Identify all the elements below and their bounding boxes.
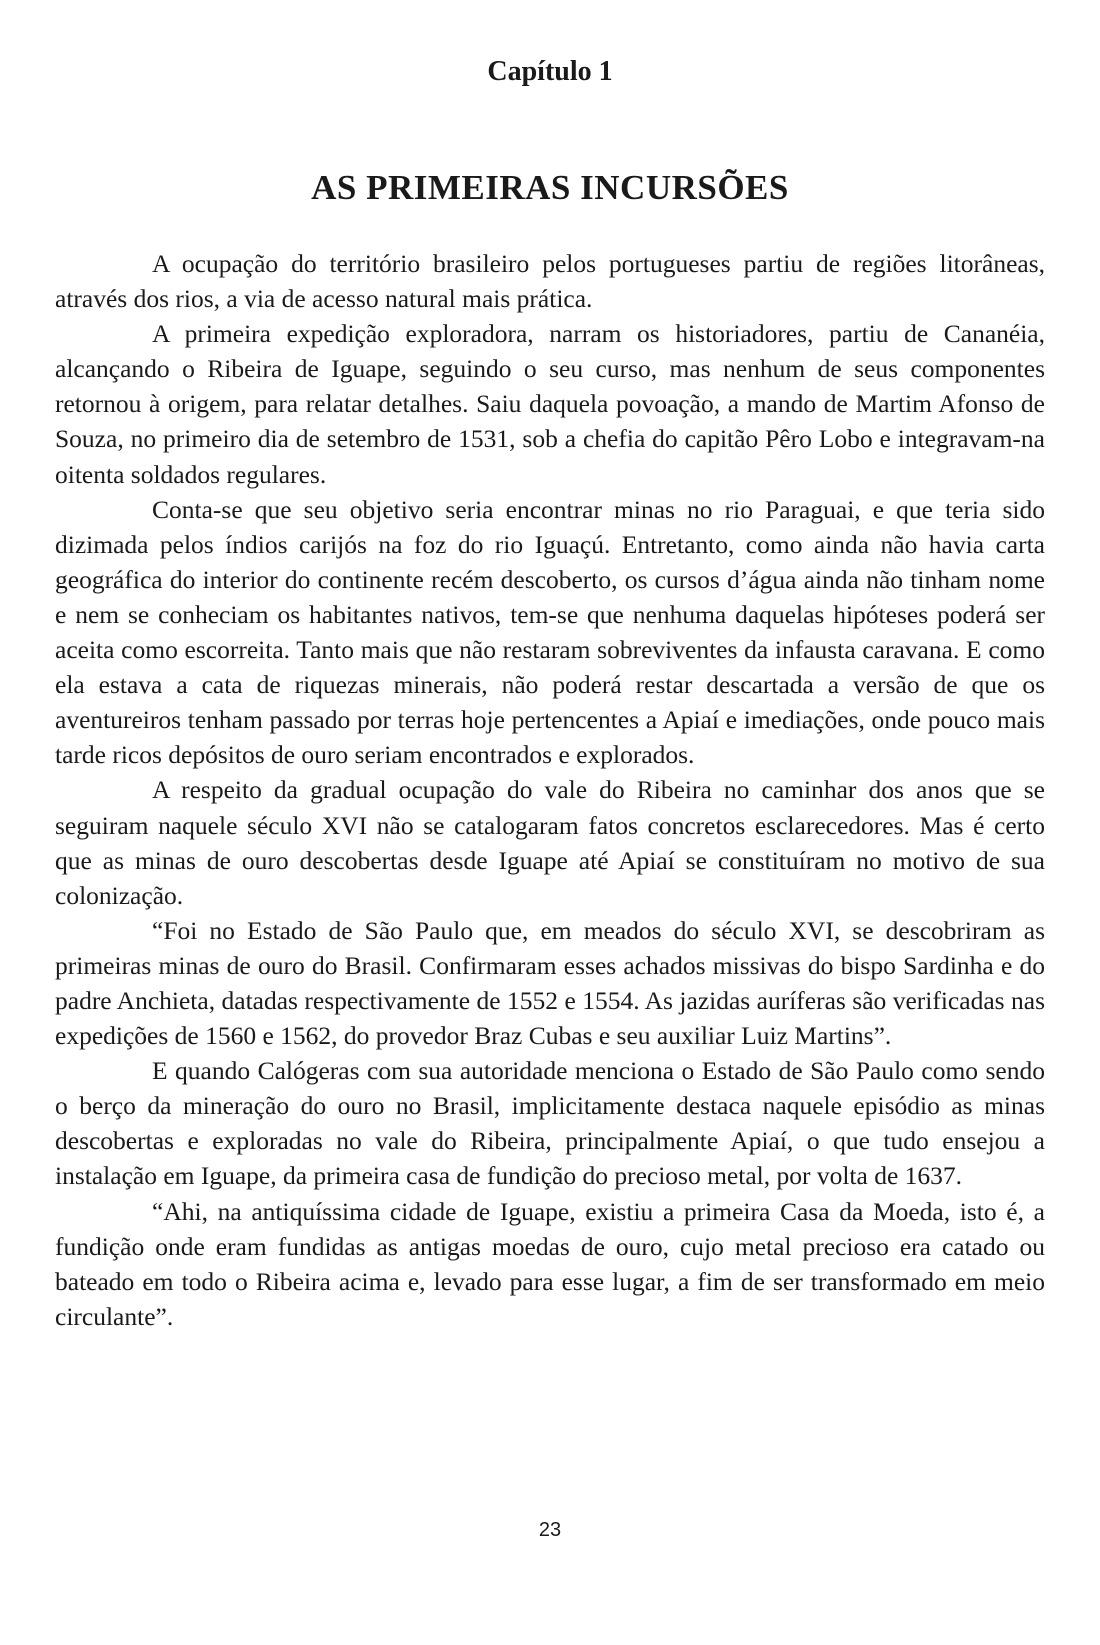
paragraph: A primeira expedição exploradora, narram os historiadores, partiu de Cananéia, alcançando o Ribeira de Iguape, seguindo o seu curso, mas nenhum de seus componentes retornou à origem, para relatar detalhes. Saiu daquela povoação, a mando de Martim Afonso de Souza, no primeiro dia de setembro de 1531, sob a chefia do capitão Pêro Lobo e integravam-na oitenta soldados regulares. bbox=[55, 319, 1045, 489]
paragraph: E quando Calógeras com sua autoridade menciona o Estado de São Paulo como sendo o berço da mineração do ouro no Brasil, implicitamente destaca naquele episódio as minas descobertas e exploradas no vale do Ribeira, principalmente Apiaí, o que tudo ensejou a instalação em Iguape, da primeira casa de fundição do precioso metal, por volta de 1637. bbox=[55, 1056, 1045, 1191]
paragraph: A ocupação do território brasileiro pelos portugueses partiu de regiões litorâneas, através dos rios, a via de acesso natural mais prática. bbox=[55, 249, 1045, 314]
page-number: 23 bbox=[538, 1519, 562, 1541]
body-text bbox=[55, 246, 1045, 1334]
paragraph: A respeito da gradual ocupação do vale do Ribeira no caminhar dos anos que se seguiram naquele século XVI não se catalogaram fatos concretos esclarecedores. Mas é certo que as minas de ouro descobertas desde Iguape até Apiaí se constituíram no motivo de sua colonização. bbox=[55, 775, 1045, 910]
chapter-title: AS PRIMEIRAS INCURSÕES bbox=[311, 168, 789, 207]
paragraph: “Ahi, na antiquíssima cidade de Iguape, existiu a primeira Casa da Moeda, isto é, a fundição onde eram fundidas as antigas moedas de ouro, cujo metal precioso era catado ou bateado em todo o Ribeira acima e, levado para esse lugar, a fim de ser transformado em meio circulante”. bbox=[55, 1196, 1045, 1331]
paragraph: “Foi no Estado de São Paulo que, em meados do século XVI, se descobriram as primeiras minas de ouro do Brasil. Confirmaram esses achados missivas do bispo Sardinha e do padre Anchieta, datadas respectivamente de 1552 e 1554. As jazidas auríferas são verificadas nas expedições de 1560 e 1562, do provedor Braz Cubas e seu auxiliar Luiz Martins”. bbox=[55, 915, 1045, 1051]
paragraph: Conta-se que seu objetivo seria encontrar minas no rio Paraguai, e que teria sido dizimada pelos índios carijós na foz do rio Iguaçú. Entretanto, como ainda não havia carta geográfica do interior do continente recém descoberto, os cursos d’água ainda não tinham nome e nem se conheciam os habitantes nativos, tem-se que nenhuma daquelas hipóteses poderá ser aceita como escorreita. Tanto mais que não restaram sobreviventes da infausta caravana. E como ela estava a cata de riquezas minerais, não poderá restar descartada a versão de que os aventureiros tenham passado por terras hoje pertencentes a Apiaí e imediações, onde pouco mais tarde ricos depósitos de ouro seriam encontrados e explorados. bbox=[55, 494, 1045, 770]
chapter-label: Capítulo 1 bbox=[487, 56, 613, 87]
